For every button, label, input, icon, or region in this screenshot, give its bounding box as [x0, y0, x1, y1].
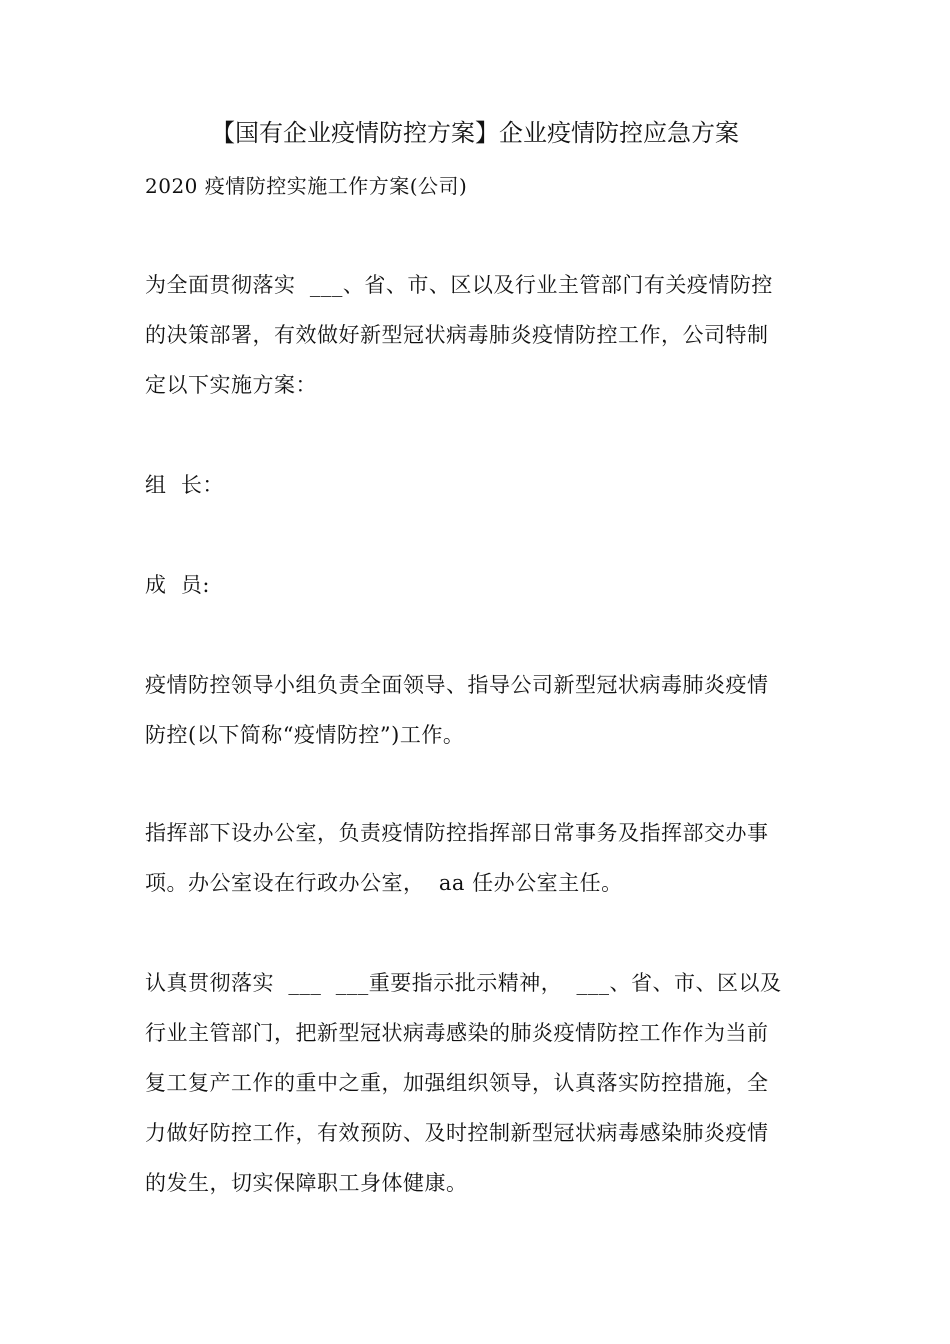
text-line: 认真贯彻落实 ___ ___重要指示批示精神， ___、省、市、区以及 — [145, 971, 782, 995]
text-line: 复工复产工作的重中之重，加强组织领导，认真落实防控措施，全 — [145, 1071, 769, 1095]
text-line: 指挥部下设办公室，负责疫情防控指挥部日常事务及指挥部交办事 — [145, 821, 769, 845]
text-line: 的决策部署，有效做好新型冠状病毒肺炎疫情防控工作，公司特制 — [145, 323, 769, 347]
text-line: 为全面贯彻落实 ___、省、市、区以及行业主管部门有关疫情防控 — [145, 273, 773, 297]
text-line: 力做好防控工作，有效预防、及时控制新型冠状病毒感染肺炎疫情 — [145, 1121, 769, 1145]
text-line: 定以下实施方案： — [145, 373, 317, 397]
document-subtitle: 2020 疫情防控实施工作方案(公司) — [145, 174, 468, 198]
text-line: 的发生，切实保障职工身体健康。 — [145, 1171, 468, 1195]
text-line: 项。办公室设在行政办公室， aa 任办公室主任。 — [145, 871, 623, 895]
text-line: 疫情防控领导小组负责全面领导、指导公司新型冠状病毒肺炎疫情 — [145, 673, 769, 697]
text-line: 行业主管部门，把新型冠状病毒感染的肺炎疫情防控工作作为当前 — [145, 1021, 769, 1045]
text-line: 防控(以下简称“疫情防控”)工作。 — [145, 723, 465, 747]
document-title: 【国有企业疫情防控方案】企业疫情防控应急方案 — [211, 119, 739, 147]
text-line: 组 长： — [145, 473, 224, 497]
text-line: 成 员: — [145, 573, 210, 597]
